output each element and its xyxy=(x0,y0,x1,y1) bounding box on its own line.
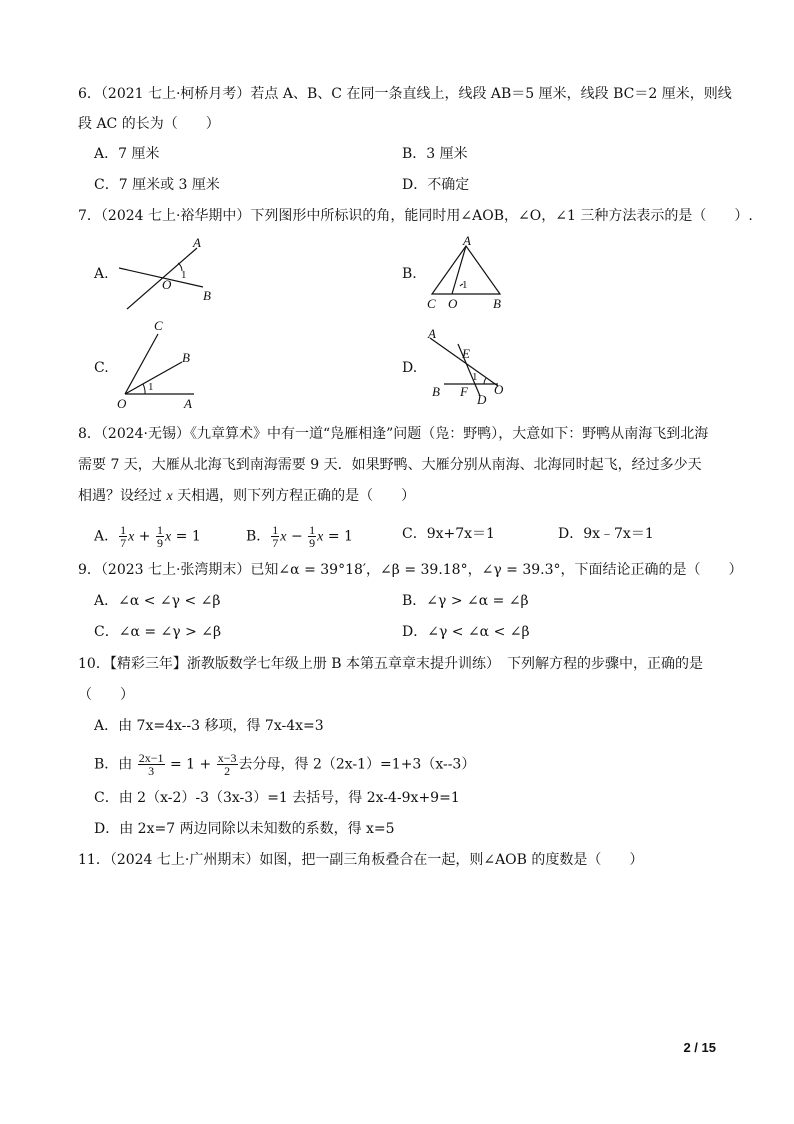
q8-option-b-tail: = 1 xyxy=(327,528,353,545)
q8-option-c: C．9x+7x＝1 xyxy=(402,526,495,542)
q10-option-d: D．由 2x=7 两边同除以未知数的系数，得 x=5 xyxy=(94,821,395,837)
figd-label-f: F xyxy=(460,384,468,399)
q8-option-a: A． $\frac{1}{7}$ x + $\frac{1}{9}$ x = 1 xyxy=(94,523,201,550)
q7-option-d-label: D. xyxy=(402,360,418,376)
q8-option-a-frac2: $\frac{1}{9}$ xyxy=(156,523,163,550)
q8-option-d: D．9x﹣7x＝1 xyxy=(558,526,654,542)
q7-option-a-label: A. xyxy=(94,266,109,282)
q7-figure-a xyxy=(115,234,230,316)
q6-stem-line1: 6．（2021 七上·柯桥月考）若点 A、B、C 在同一条直线上，线段 AB＝5 厘米，线段 BC＝2 厘米，则线 xyxy=(78,86,732,102)
q8-stem-line3 xyxy=(78,486,415,507)
q8-stem3-x: x xyxy=(166,489,173,504)
q7-figure-c xyxy=(112,318,212,412)
q6-stem-line2: 段 AC 的长为（ ） xyxy=(78,116,220,132)
q8-stem3-b: 天相遇，则下列方程正确的是（ ） xyxy=(172,488,416,504)
q8-option-b-frac2: $\frac{1}{9}$ xyxy=(309,523,316,550)
q9-option-b: B．∠γ > ∠α = ∠β xyxy=(402,593,529,609)
q8-stem3-a: 相遇？设经过 xyxy=(78,488,167,504)
q10-option-a: A．由 7x=4x--3 移项，得 7x-4x=3 xyxy=(94,718,324,734)
figc-label-c: C xyxy=(154,318,163,333)
q10-option-b-post: 去分母，得 2（2x-1）=1+3（x--3） xyxy=(238,756,476,773)
figc-label-1: 1 xyxy=(148,381,154,393)
figb-label-o: O xyxy=(448,296,458,311)
figa-label-a: A xyxy=(193,235,201,250)
q9-stem: 9．（2023 七上·张湾期末）已知∠α = 39°18′，∠β = 39.18°，∠γ = 39.3°，下面结论正确的是（ ） xyxy=(78,562,743,578)
figd-label-1: 1 xyxy=(472,371,478,383)
q11-stem: 11．（2024 七上·广州期末）如图，把一副三角板叠合在一起，则∠AOB 的度数是（ ） xyxy=(78,852,644,868)
figa-label-1: 1 xyxy=(181,269,187,281)
q7-figure-b xyxy=(422,234,517,314)
q10-option-b-pre: B．由 xyxy=(94,756,133,773)
q6-option-d: D．不确定 xyxy=(402,177,470,193)
q10-option-b-frac1: $\frac{2x-1}{3}$ xyxy=(138,751,164,778)
figb-label-1: 1 xyxy=(462,279,468,291)
q9-option-d: D．∠γ < ∠α < ∠β xyxy=(402,624,530,640)
q8-option-a-frac1: $\frac{1}{7}$ xyxy=(120,523,127,550)
q10-stem-line2: （ ） xyxy=(78,687,134,703)
q8-option-b-frac1: $\frac{1}{7}$ xyxy=(272,523,279,550)
figb-label-b: B xyxy=(493,296,501,311)
figb-label-a: A xyxy=(463,234,471,248)
figa-label-o: O xyxy=(162,277,172,292)
q7-option-b-label: B. xyxy=(402,266,417,282)
q8-stem-line2: 需要 7 天，大雁从北海飞到南海需要 9 天．如果野鸭、大雁分别从南海、北海同时起飞，经过多少天 xyxy=(78,457,702,473)
figc-label-o: O xyxy=(117,396,127,411)
q9-option-a: A．∠α < ∠γ < ∠β xyxy=(94,593,221,609)
figb-label-c: C xyxy=(427,296,436,311)
q10-stem-line1: 10．【精彩三年】浙教版数学七年级上册 B 本第五章章末提升训练） 下列解方程的步骤中，正确的是 xyxy=(78,656,704,672)
page-number: 2 / 15 xyxy=(683,1040,716,1055)
figd-label-d: D xyxy=(477,392,487,407)
q7-figure-d xyxy=(422,322,522,408)
figc-label-b: B xyxy=(182,350,190,365)
q8-option-b-label: B． xyxy=(246,528,271,545)
figd-label-b: B xyxy=(432,384,440,399)
q8-stem-line1: 8．（2024·无锡）《九章算术》中有一道“凫雁相逢”问题（凫：野鸭），大意如下：野鸭从南海飞到北海 xyxy=(78,426,709,442)
q10-option-c: C．由 2（x-2）-3（3x-3）=1 去括号，得 2x-4-9x+9=1 xyxy=(94,790,460,806)
q10-option-b-mid: = 1 + xyxy=(169,756,212,773)
q8-option-a-tail: = 1 xyxy=(175,528,201,545)
figd-label-e: E xyxy=(462,346,470,361)
q9-option-c: C．∠α = ∠γ > ∠β xyxy=(94,624,222,640)
q8-option-b: B． $\frac{1}{7}$ x − $\frac{1}{9}$ x = 1 xyxy=(246,523,353,550)
q6-option-a: A．7 厘米 xyxy=(94,146,160,162)
figd-label-o: O xyxy=(494,382,504,397)
q6-option-c: C．7 厘米或 3 厘米 xyxy=(94,177,220,193)
figc-label-a: A xyxy=(184,396,192,411)
figd-label-a: A xyxy=(428,326,436,341)
q8-option-a-label: A． xyxy=(94,528,119,545)
figa-label-b: B xyxy=(203,288,211,303)
q6-option-b: B．3 厘米 xyxy=(402,146,468,162)
q10-option-b-frac2: $\frac{x-3}{2}$ xyxy=(217,751,237,778)
q7-option-c-label: C. xyxy=(94,360,109,376)
q10-option-b xyxy=(94,752,475,777)
q7-stem: 7．（2024 七上·裕华期中）下列图形中所标识的角，能同时用∠AOB，∠O，∠1 三种方法表示的是（ ）. xyxy=(78,208,753,224)
